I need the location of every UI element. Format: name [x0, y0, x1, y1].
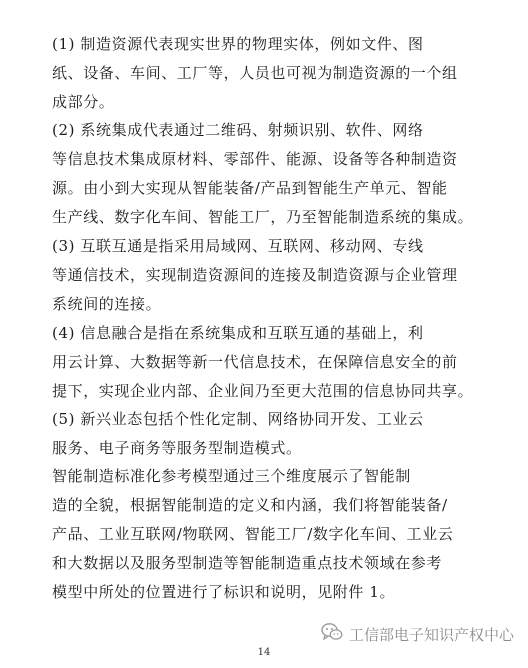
text-line: 等通信技术，实现制造资源间的连接及制造资源与企业管理: [52, 266, 458, 284]
text-line: (5) 新兴业态包括个性化定制、网络协同开发、工业云: [52, 410, 424, 428]
page-number: 14: [257, 647, 271, 658]
paragraph-information-fusion: [52, 319, 476, 406]
text-line: (4) 信息融合是指在系统集成和互联互通的基础上，利: [52, 324, 424, 342]
text-line: (3) 互联互通是指采用局域网、互联网、移动网、专线: [52, 237, 424, 255]
text-line: 纸、设备、车间、工厂等，人员也可视为制造资源的一个组: [52, 64, 458, 82]
text-line: 等信息技术集成原材料、零部件、能源、设备等各种制造资: [52, 150, 458, 168]
paragraph-emerging-business: [52, 405, 476, 463]
paragraph-reference-model: [52, 462, 476, 607]
paragraph-manufacturing-resources: [52, 30, 476, 117]
text-line: 服务、电子商务等服务型制造模式。: [52, 439, 302, 457]
text-line: 产品、工业互联网/物联网、智能工厂/数字化车间、工业云: [52, 525, 454, 543]
text-line: 生产线、数字化车间、智能工厂，乃至智能制造系统的集成。: [52, 208, 474, 226]
text-line: (1) 制造资源代表现实世界的物理实体，例如文件、图: [52, 35, 424, 53]
text-line: 造的全貌，根据智能制造的定义和内涵，我们将智能装备/: [52, 496, 448, 514]
text-line: 系统间的连接。: [52, 295, 162, 313]
wechat-icon: [321, 622, 343, 646]
text-line: 源。由小到大实现从智能装备/产品到智能生产单元、智能: [52, 179, 448, 197]
text-line: 提下，实现企业内部、企业间乃至更大范围的信息协同共享。: [52, 382, 474, 400]
text-line: 智能制造标准化参考模型通过三个维度展示了智能制: [52, 467, 411, 485]
text-line: 模型中所处的位置进行了标识和说明，见附件 1。: [52, 583, 396, 601]
text-line: 成部分。: [52, 93, 115, 111]
watermark-text: 工信部电子知识产权中心: [348, 625, 514, 644]
text-line: 和大数据以及服务型制造等智能制造重点技术领域在参考: [52, 554, 443, 572]
text-line: 用云计算、大数据等新一代信息技术，在保障信息安全的前: [52, 353, 458, 371]
text-line: (2) 系统集成代表通过二维码、射频识别、软件、网络: [52, 121, 424, 139]
wechat-watermark: [321, 622, 514, 646]
paragraph-interconnection: [52, 232, 476, 319]
paragraph-system-integration: [52, 116, 476, 232]
